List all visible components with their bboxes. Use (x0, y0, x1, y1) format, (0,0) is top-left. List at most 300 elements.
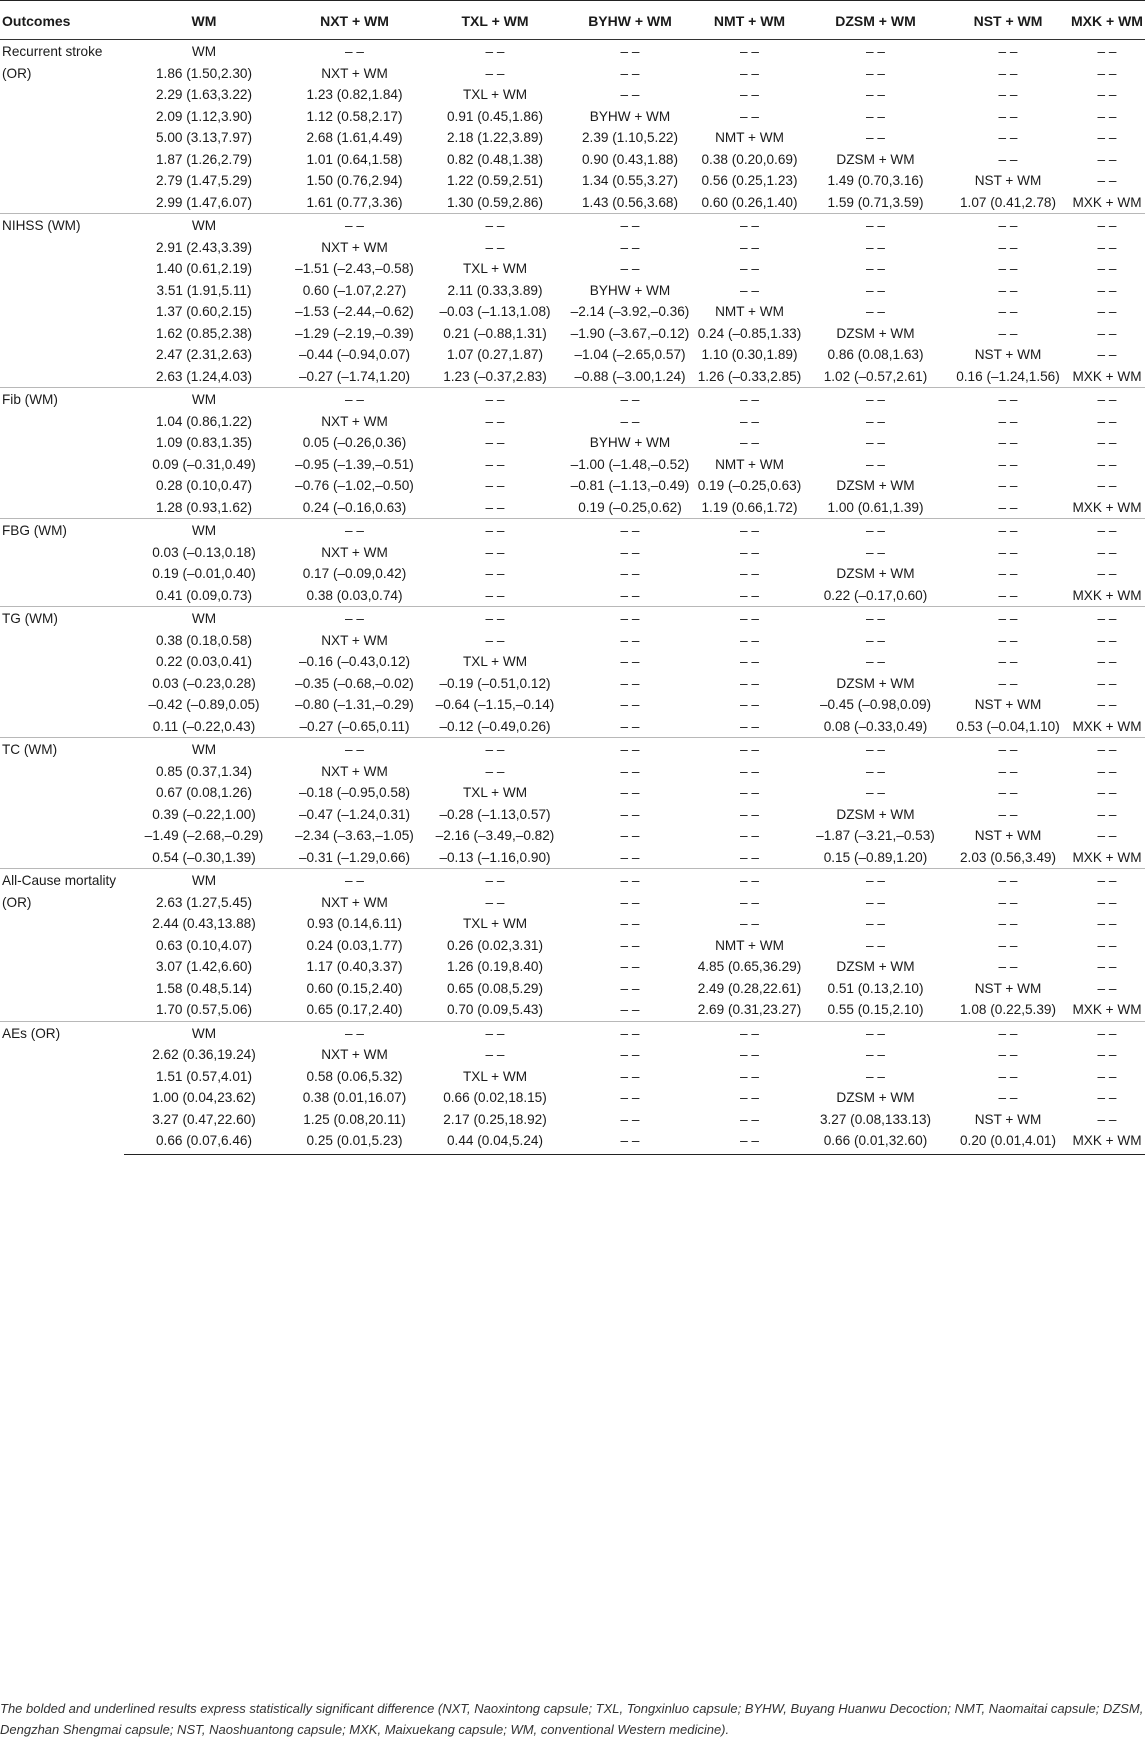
table-cell: – – (565, 1130, 695, 1154)
table-cell: – – (740, 1111, 759, 1127)
table-cell: 0.17 (–0.09,0.42) (302, 566, 407, 581)
table-cell: MXK + WM (1072, 718, 1142, 734)
table-cell: – – (1069, 388, 1145, 411)
table-cell: 1.04 (0.86,1.22) (156, 413, 252, 429)
table-cell: – – (284, 40, 425, 63)
table-cell: – – (1097, 1047, 1117, 1062)
table-cell: NST + WM (974, 347, 1042, 362)
table-cell: – – (1097, 325, 1117, 341)
table-cell: NST + WM (974, 697, 1042, 712)
table-cell: – – (740, 566, 759, 581)
table-cell: – – (1097, 347, 1117, 362)
table-cell: TXL + WM (462, 1068, 528, 1084)
table-cell: DZSM + WM (836, 959, 915, 974)
table-cell: – – (485, 566, 505, 581)
table-cell: 0.22 (–0.17,0.60) (823, 587, 928, 603)
table-cell: – – (947, 738, 1069, 761)
table-cell: 1.58 (0.48,5.14) (156, 980, 252, 996)
table-cell: – – (1097, 261, 1117, 276)
table-cell: – – (485, 499, 505, 515)
table-cell: NST + WM (974, 1111, 1042, 1127)
table-cell: – – (620, 1047, 640, 1062)
header-cell-outcomes: Outcomes (0, 1, 124, 40)
table-cell: – – (740, 718, 759, 734)
table-cell: MXK + WM (1069, 1130, 1145, 1154)
table-cell: – – (804, 214, 947, 237)
table-cell: –0.27 (–0.65,0.11) (299, 718, 410, 734)
table-cell: – – (998, 151, 1018, 167)
table-cell: NMT + WM (715, 130, 784, 145)
table-cell: 1.87 (1.26,2.79) (156, 151, 252, 167)
table-cell: –1.51 (–2.43,–0.58) (295, 261, 414, 276)
table-cell: – – (425, 738, 565, 761)
table-row (0, 825, 1145, 847)
table-cell: 3.27 (0.08,133.13) (819, 1111, 932, 1127)
table-cell: – – (866, 654, 885, 669)
table-cell: – – (998, 632, 1018, 648)
table-cell: – – (866, 261, 885, 276)
table-cell: – – (866, 304, 885, 319)
table-cell: – – (740, 108, 759, 124)
table-cell: – – (998, 282, 1018, 298)
outcome-label: FBG (WM) (0, 519, 124, 607)
table-cell: – – (620, 675, 640, 691)
table-cell: DZSM + WM (836, 478, 915, 493)
table-cell: 0.53 (–0.04,1.10) (956, 718, 1060, 734)
table-cell: – – (1097, 65, 1117, 81)
table-cell: 0.16 (–1.24,1.56) (956, 368, 1060, 384)
table-cell: 0.24 (0.03,1.77) (306, 937, 403, 953)
table-cell: – – (804, 738, 947, 761)
table-row (0, 411, 1145, 433)
table-cell: 2.39 (1.10,5.22) (582, 130, 678, 145)
table-cell: – – (485, 435, 505, 450)
table-cell: 0.93 (0.14,6.11) (307, 916, 402, 931)
table-cell: – – (284, 738, 425, 761)
table-cell: – – (998, 499, 1018, 515)
table-cell: – – (1097, 566, 1117, 581)
table-cell: – – (565, 738, 695, 761)
table-cell: – – (866, 282, 885, 298)
table-cell: – – (1097, 130, 1117, 145)
table-row (0, 344, 1145, 366)
table-cell: – – (740, 1068, 759, 1084)
table-cell: NXT + WM (321, 763, 388, 779)
table-row (0, 782, 1145, 804)
table-cell: 0.58 (0.06,5.32) (306, 1068, 403, 1084)
table-cell: – – (620, 654, 640, 669)
table-cell: 0.19 (–0.01,0.40) (152, 566, 256, 581)
table-row (0, 301, 1145, 323)
table-row (0, 127, 1145, 149)
table-row (0, 607, 1145, 630)
table-cell: – – (866, 894, 885, 910)
table-row (0, 388, 1145, 411)
table-cell: –0.44 (–0.94,0.07) (298, 347, 411, 362)
table-cell: MXK + WM (1072, 1002, 1142, 1017)
table-row (0, 935, 1145, 957)
table-cell: – – (740, 239, 759, 255)
table-cell: – – (804, 1021, 947, 1044)
table-cell: WM (124, 40, 284, 63)
table-row (0, 258, 1145, 280)
table-cell: DZSM + WM (836, 325, 915, 341)
table-cell: 1.30 (0.59,2.86) (447, 194, 543, 210)
table-cell: 0.03 (–0.23,0.28) (152, 675, 256, 691)
table-cell: WM (124, 738, 284, 761)
outcome-label: Fib (WM) (0, 388, 124, 519)
table-cell: – – (866, 937, 885, 953)
outcome-label: AEs (OR) (0, 1021, 124, 1154)
table-cell: – – (620, 413, 640, 429)
table-cell: – – (425, 519, 565, 542)
table-cell: – – (1097, 87, 1117, 102)
table-cell: 1.08 (0.22,5.39) (960, 1002, 1056, 1017)
table-cell: 2.17 (0.25,18.92) (443, 1111, 547, 1127)
table-cell: – – (485, 65, 505, 81)
table-cell: 0.22 (0.03,0.41) (156, 654, 252, 669)
table-cell: 1.07 (0.41,2.78) (960, 194, 1056, 210)
table-cell: – – (565, 214, 695, 237)
table-cell: – – (284, 388, 425, 411)
table-cell: 0.91 (0.45,1.86) (447, 108, 543, 124)
table-cell: – – (620, 566, 640, 581)
table-cell: 2.63 (1.27,5.45) (156, 894, 252, 910)
table-cell: 0.26 (0.02,3.31) (447, 937, 543, 953)
table-row (0, 804, 1145, 826)
outcome-label: TC (WM) (0, 738, 124, 869)
table-cell: – – (998, 806, 1018, 822)
table-cell: – – (740, 1090, 759, 1105)
table-cell: – – (998, 675, 1018, 691)
table-cell: – – (1097, 478, 1117, 493)
table-cell: – – (695, 607, 804, 630)
table-cell: – – (620, 587, 640, 603)
table-row (0, 999, 1145, 1021)
table-cell: 2.91 (2.43,3.39) (156, 239, 252, 255)
table-cell: – – (485, 413, 505, 429)
table-cell: – – (998, 130, 1018, 145)
table-row (0, 1044, 1145, 1066)
outcome-label: NIHSS (WM) (0, 214, 124, 388)
table-cell: – – (998, 1068, 1018, 1084)
table-cell: – – (1097, 1090, 1117, 1105)
table-cell: – – (866, 456, 885, 472)
table-cell: MXK + WM (1072, 194, 1142, 210)
table-cell: TXL + WM (462, 87, 528, 102)
table-cell: NXT + WM (321, 1047, 388, 1062)
table-cell: –0.88 (–3.00,1.24) (574, 368, 686, 384)
table-cell: – – (998, 937, 1018, 953)
table-cell: –0.31 (–1.29,0.66) (298, 849, 411, 865)
table-cell: – – (284, 607, 425, 630)
table-cell: 0.11 (–0.22,0.43) (152, 718, 256, 734)
table-row (0, 585, 1145, 607)
table-cell: – – (866, 87, 885, 102)
table-cell: 2.29 (1.63,3.22) (156, 87, 252, 102)
table-cell: NXT + WM (321, 544, 388, 560)
table-cell: – – (620, 806, 640, 822)
table-row (0, 214, 1145, 237)
table-cell: 2.99 (1.47,6.07) (156, 194, 252, 210)
table-cell: – – (620, 1068, 640, 1084)
table-cell: 0.20 (0.01,4.01) (947, 1130, 1069, 1154)
table-cell: – – (1069, 607, 1145, 630)
table-cell: – – (695, 1130, 804, 1154)
table-cell: – – (620, 1111, 640, 1127)
table-cell: – – (1097, 763, 1117, 779)
table-cell: – – (866, 435, 885, 450)
table-row (0, 978, 1145, 1000)
table-cell: –0.95 (–1.39,–0.51) (295, 456, 414, 472)
table-cell: –0.42 (–0.89,0.05) (148, 697, 260, 712)
table-cell: – – (485, 1047, 505, 1062)
table-row (0, 761, 1145, 783)
table-cell: – – (1069, 869, 1145, 892)
table-row (0, 519, 1145, 542)
header-cell-nst: NST + WM (947, 1, 1069, 40)
table-cell: – – (695, 519, 804, 542)
table-cell: –0.80 (–1.31,–0.29) (295, 697, 414, 712)
header-cell-wm: WM (124, 1, 284, 40)
table-cell: – – (998, 87, 1018, 102)
header-cell-byhw: BYHW + WM (565, 1, 695, 40)
table-cell: – – (425, 869, 565, 892)
table-cell: – – (740, 65, 759, 81)
table-cell: – – (998, 261, 1018, 276)
table-cell: – – (1097, 916, 1117, 931)
table-cell: – – (998, 108, 1018, 124)
table-cell: – – (998, 654, 1018, 669)
table-cell: 2.09 (1.12,3.90) (156, 108, 252, 124)
table-cell: – – (284, 519, 425, 542)
table-cell: 2.44 (0.43,13.88) (152, 916, 256, 931)
table-cell: – – (1097, 304, 1117, 319)
table-row (0, 563, 1145, 585)
table-cell: – – (866, 916, 885, 931)
table-cell: 0.19 (–0.25,0.63) (697, 478, 802, 493)
table-cell: –0.13 (–1.16,0.90) (439, 849, 551, 865)
table-cell: 0.56 (0.25,1.23) (701, 173, 798, 188)
table-cell: – – (695, 869, 804, 892)
table-cell: 2.03 (0.56,3.49) (960, 849, 1056, 865)
table-cell: –0.16 (–0.43,0.12) (298, 654, 411, 669)
table-cell: – – (866, 413, 885, 429)
header-cell-nxt: NXT + WM (284, 1, 425, 40)
table-cell: 0.38 (0.01,16.07) (302, 1090, 407, 1105)
table-cell: NST + WM (974, 980, 1042, 996)
table-cell: 1.01 (0.64,1.58) (306, 151, 403, 167)
table-cell: – – (740, 435, 759, 450)
table-row (0, 694, 1145, 716)
table-cell: WM (124, 388, 284, 411)
table-cell: – – (1097, 435, 1117, 450)
table-cell: – – (1097, 937, 1117, 953)
table-cell: –0.18 (–0.95,0.58) (298, 785, 411, 800)
table-cell: TXL + WM (462, 916, 528, 931)
table-cell: – – (866, 763, 885, 779)
header-cell-dzsm: DZSM + WM (804, 1, 947, 40)
table-cell: – – (620, 849, 640, 865)
table-cell: 0.85 (0.37,1.34) (156, 763, 252, 779)
table-cell: –0.81 (–1.13,–0.49) (570, 478, 690, 493)
table-cell: –1.53 (–2.44,–0.62) (295, 304, 414, 319)
table-cell: – – (1097, 544, 1117, 560)
outcome-label: TG (WM) (0, 607, 124, 738)
table-cell: – – (1097, 173, 1117, 188)
table-cell: 1.00 (0.61,1.39) (827, 499, 924, 515)
table-cell: 1.00 (0.04,23.62) (152, 1090, 256, 1105)
table-cell: 2.49 (0.28,22.61) (697, 980, 802, 996)
table-row (0, 84, 1145, 106)
table-row (0, 913, 1145, 935)
table-cell: 0.38 (0.03,0.74) (306, 587, 403, 603)
table-cell: 0.19 (–0.25,0.62) (578, 499, 682, 515)
table-footnote: The bolded and underlined results express statistically significant difference (NXT, Naoxintong capsule; TXL, Tongxinluo capsule; BYHW, Buyang Huanwu Decoction; NMT, Naomaitai capsule; DZSM, Dengzhan Shengmai capsule; NST, Naoshuantong capsule; MXK, Maixuekang capsule; WM, conventional Western medicine). (0, 1701, 1144, 1737)
table-cell: 2.63 (1.24,4.03) (156, 368, 252, 384)
table-cell: 0.24 (–0.16,0.63) (302, 499, 407, 515)
table-cell: 0.70 (0.09,5.43) (447, 1002, 543, 1017)
table-cell: 0.54 (–0.30,1.39) (152, 849, 256, 865)
table-cell: 0.55 (0.15,2.10) (827, 1002, 924, 1017)
table-cell: 2.69 (0.31,23.27) (697, 1002, 802, 1017)
table-cell: – – (866, 65, 885, 81)
table-cell: – – (485, 763, 505, 779)
table-cell: WM (124, 519, 284, 542)
table-cell: 3.51 (1.91,5.11) (156, 282, 252, 298)
table-cell: – – (866, 632, 885, 648)
table-cell: – – (1069, 519, 1145, 542)
table-cell: 1.51 (0.57,4.01) (156, 1068, 252, 1084)
table-cell: – – (1097, 1068, 1117, 1084)
table-cell: – – (998, 239, 1018, 255)
table-cell: – – (740, 828, 759, 843)
table-cell: – – (620, 544, 640, 560)
table-cell: 1.17 (0.40,3.37) (306, 959, 403, 974)
table-cell: DZSM + WM (836, 806, 915, 822)
table-cell: 0.08 (–0.33,0.49) (823, 718, 928, 734)
table-cell: TXL + WM (462, 261, 528, 276)
table-cell: NST + WM (974, 828, 1042, 843)
table-cell: 0.60 (–1.07,2.27) (302, 282, 407, 298)
table-cell: – – (740, 544, 759, 560)
table-cell: NST + WM (974, 173, 1042, 188)
table-cell: NXT + WM (321, 632, 388, 648)
table-cell: – – (866, 1068, 885, 1084)
table-cell: 0.24 (–0.85,1.33) (697, 325, 802, 341)
table-cell: –0.19 (–0.51,0.12) (439, 675, 551, 691)
table-cell: – – (740, 282, 759, 298)
table-cell: –1.04 (–2.65,0.57) (574, 347, 686, 362)
table-cell: – – (740, 587, 759, 603)
table-cell: 1.34 (0.55,3.27) (582, 173, 678, 188)
table-cell: 0.15 (–0.89,1.20) (823, 849, 928, 865)
table-cell: –0.28 (–1.13,0.57) (439, 806, 551, 822)
table-cell: DZSM + WM (836, 151, 915, 167)
table-cell: 1.61 (0.77,3.36) (306, 194, 403, 210)
table-cell: – – (695, 738, 804, 761)
table-cell: 3.07 (1.42,6.60) (156, 959, 252, 974)
table-cell: – – (620, 828, 640, 843)
header-cell-txl: TXL + WM (425, 1, 565, 40)
table-cell: 0.90 (0.43,1.88) (582, 151, 678, 167)
table-row (0, 149, 1145, 171)
table-cell: 0.65 (0.17,2.40) (306, 1002, 403, 1017)
table-cell: 2.62 (0.36,19.24) (152, 1047, 256, 1062)
table-row (0, 1087, 1145, 1109)
table-cell: 0.39 (–0.22,1.00) (152, 806, 256, 822)
outcome-label: Recurrent stroke (OR) (0, 40, 124, 214)
table-cell: NMT + WM (715, 937, 784, 953)
table-cell: – – (284, 214, 425, 237)
table-cell: WM (124, 1021, 284, 1044)
table-cell: – – (947, 388, 1069, 411)
table-cell: 0.28 (0.10,0.47) (156, 478, 252, 493)
table-cell: 0.60 (0.26,1.40) (701, 194, 798, 210)
table-cell: 1.12 (0.58,2.17) (306, 108, 403, 124)
table-cell: – – (284, 869, 425, 892)
table-cell: 1.59 (0.71,3.59) (827, 194, 924, 210)
table-cell: – – (485, 632, 505, 648)
table-cell: – – (998, 894, 1018, 910)
table-cell: – – (1097, 1111, 1117, 1127)
table-cell: NXT + WM (321, 894, 388, 910)
table-cell: 1.26 (0.19,8.40) (447, 959, 543, 974)
table-cell: 0.60 (0.15,2.40) (306, 980, 403, 996)
table-cell: NXT + WM (321, 239, 388, 255)
table-cell: 0.67 (0.08,1.26) (156, 785, 252, 800)
table-row (0, 170, 1145, 192)
table-cell: – – (947, 869, 1069, 892)
table-cell: – – (620, 261, 640, 276)
table-cell: – – (1097, 806, 1117, 822)
table-cell: – – (998, 785, 1018, 800)
table-row (0, 1109, 1145, 1131)
table-cell: – – (804, 388, 947, 411)
table-cell: – – (1097, 108, 1117, 124)
table-cell: 1.25 (0.08,20.11) (303, 1111, 406, 1127)
table-cell: –1.87 (–3.21,–0.53) (816, 828, 935, 843)
table-cell: 1.19 (0.66,1.72) (701, 499, 798, 515)
table-cell: – – (1097, 413, 1117, 429)
table-cell: – – (947, 607, 1069, 630)
table-cell: – – (1097, 894, 1117, 910)
table-cell: –1.00 (–1.48,–0.52) (570, 456, 690, 472)
table-cell: 1.26 (–0.33,2.85) (697, 368, 802, 384)
table-row (0, 280, 1145, 302)
table-cell: – – (740, 675, 759, 691)
table-cell: – – (866, 239, 885, 255)
table-cell: MXK + WM (1072, 849, 1142, 865)
table-cell: – – (804, 519, 947, 542)
table-cell: – – (1069, 40, 1145, 63)
table-cell: – – (998, 456, 1018, 472)
table-cell: – – (740, 87, 759, 102)
table-cell: NMT + WM (715, 304, 784, 319)
table-row (0, 892, 1145, 914)
table-cell: – – (485, 478, 505, 493)
table-cell: – – (1097, 239, 1117, 255)
table-cell: – – (740, 806, 759, 822)
table-cell: – – (1097, 959, 1117, 974)
table-cell: 2.47 (2.31,2.63) (156, 347, 252, 362)
table-cell: 1.10 (0.30,1.89) (701, 347, 798, 362)
table-cell: – – (866, 108, 885, 124)
table-cell: – – (998, 916, 1018, 931)
table-cell: – – (1097, 282, 1117, 298)
table-cell: – – (740, 632, 759, 648)
table-cell: MXK + WM (1072, 587, 1142, 603)
